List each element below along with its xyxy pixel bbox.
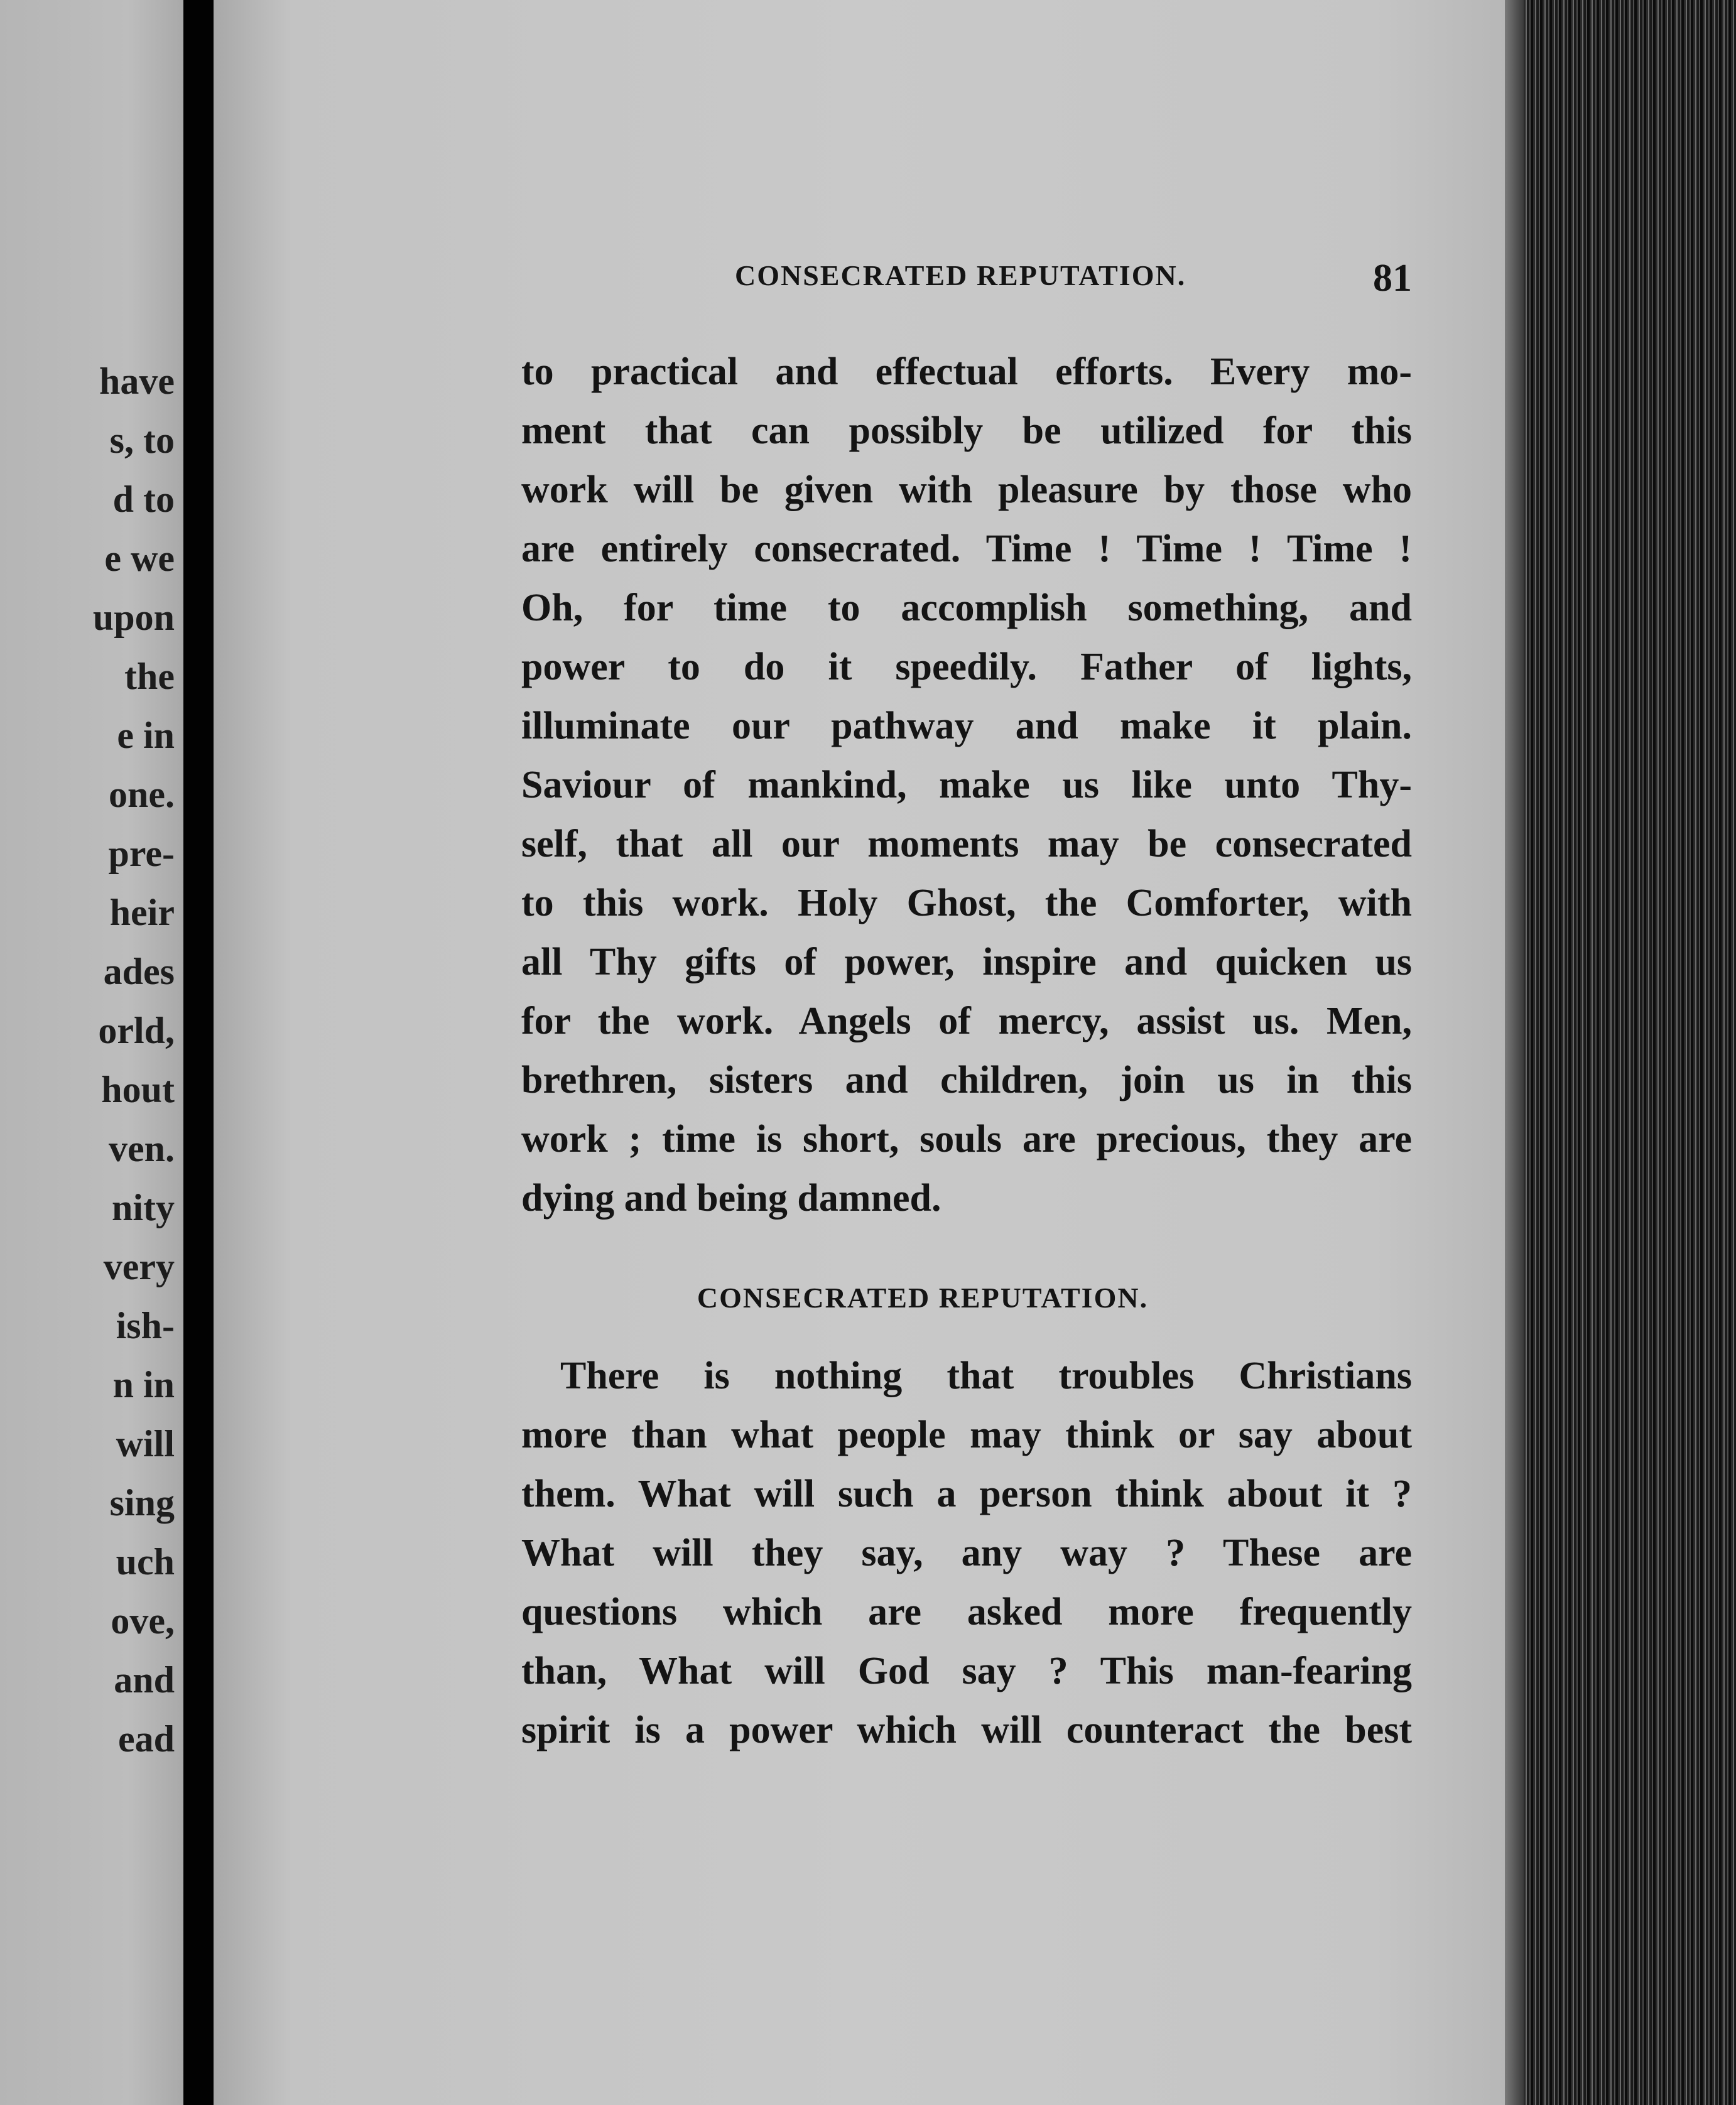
left-line: uch (116, 1541, 175, 1583)
left-line: ish- (116, 1305, 175, 1346)
text-line: power to do it speedily. Father of lights, (521, 646, 1412, 688)
text-line: them. What will such a person think about it ? (521, 1473, 1412, 1515)
left-line: and (114, 1659, 175, 1701)
text-line: Oh, for time to accomplish something, and (521, 587, 1412, 629)
text-line: brethren, sisters and children, join us in this (521, 1059, 1412, 1101)
left-line: one. (109, 774, 175, 815)
main-page (214, 0, 1505, 2105)
left-line: pre- (108, 833, 175, 874)
running-title: CONSECRATED REPUTATION. (735, 259, 1186, 291)
text-line: ment that can possibly be utilized for this (521, 409, 1412, 452)
book-page-edges (1505, 0, 1736, 2105)
text-line: dying and being damned. (521, 1177, 941, 1220)
text-line: to practical and effectual efforts. Every mo- (521, 350, 1412, 393)
left-line: will (116, 1423, 175, 1464)
text-line: work ; time is short, souls are precious, they are (521, 1118, 1412, 1161)
text-line: Saviour of mankind, make us like unto Thy- (521, 764, 1412, 806)
text-line: spirit is a power which will counteract the best (521, 1709, 1412, 1751)
left-line: upon (92, 597, 175, 638)
page-number: 81 (1373, 257, 1412, 300)
left-page-text (0, 352, 175, 1768)
left-line: the (124, 656, 175, 697)
left-line: sing (109, 1482, 175, 1523)
left-line: ove, (111, 1600, 175, 1642)
text-line: to this work. Holy Ghost, the Comforter, with (521, 882, 1412, 924)
left-line: nity (111, 1187, 175, 1228)
left-line: n in (112, 1364, 175, 1405)
page-edge-shadow (1505, 0, 1524, 2105)
book-gutter (183, 0, 214, 2105)
text-line: questions which are asked more frequently (521, 1591, 1412, 1633)
left-line: e in (117, 715, 175, 756)
left-line: ven. (109, 1128, 175, 1169)
left-line: heir (109, 892, 175, 933)
text-line: There is nothing that troubles Christians (560, 1355, 1412, 1397)
left-line: ead (118, 1718, 175, 1760)
first-paragraph (521, 342, 1412, 1228)
left-line: e we (104, 538, 175, 579)
text-line: all Thy gifts of power, inspire and quicken us (521, 941, 1412, 983)
left-line: very (103, 1246, 175, 1287)
text-line: self, that all our moments may be consecrated (521, 823, 1412, 865)
second-paragraph (521, 1346, 1412, 1760)
text-line: are entirely consecrated. Time ! Time ! Time ! (521, 528, 1412, 570)
text-line: What will they say, any way ? These are (521, 1532, 1412, 1574)
left-line: ades (103, 951, 175, 992)
text-line: work will be given with pleasure by those who (521, 468, 1412, 511)
left-line: orld, (98, 1010, 175, 1051)
left-line: d to (112, 479, 175, 520)
left-facing-page (0, 0, 183, 2105)
text-line: than, What will God say ? This man-fearing (521, 1650, 1412, 1692)
left-line: hout (101, 1069, 175, 1110)
left-line: have (99, 360, 175, 402)
running-head (521, 256, 1412, 300)
text-line: for the work. Angels of mercy, assist us. Men, (521, 1000, 1412, 1042)
section-heading: CONSECRATED REPUTATION. (697, 1282, 1149, 1314)
left-line: s, to (109, 419, 175, 461)
text-line: illuminate our pathway and make it plain. (521, 705, 1412, 747)
text-line: more than what people may think or say about (521, 1414, 1412, 1456)
